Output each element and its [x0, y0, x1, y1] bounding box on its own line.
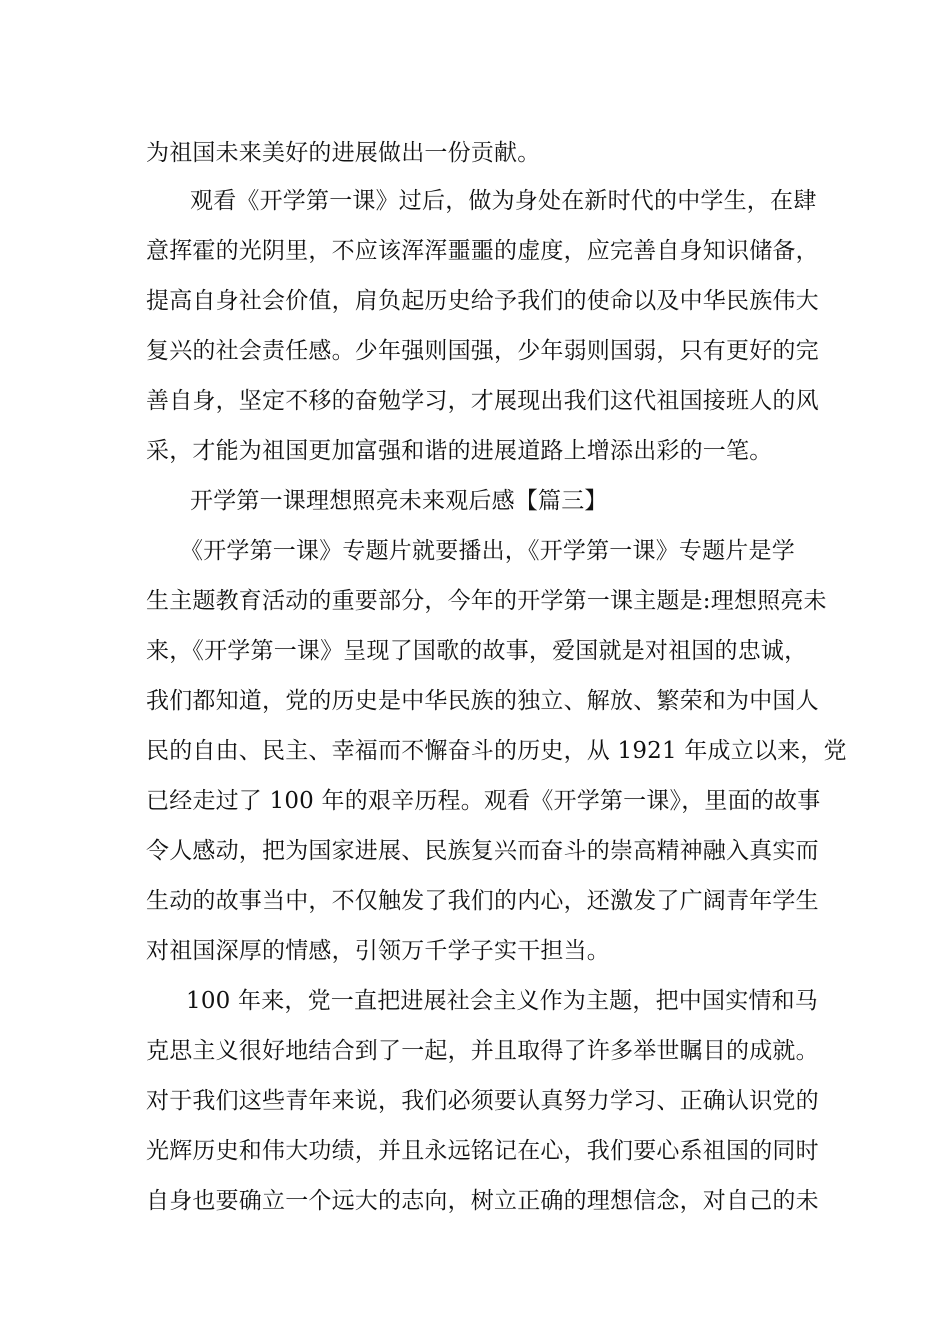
text-line: 已经走过了 100 年的艰辛历程。观看《开学第一课》，里面的故事: [146, 788, 821, 814]
text-line: 提高自身社会价值，肩负起历史给予我们的使命以及中华民族伟大: [146, 288, 819, 314]
text-line: 生动的故事当中，不仅触发了我们的内心，还激发了广阔青年学生: [146, 888, 819, 914]
section-heading: 开学第一课理想照亮未来观后感【篇三】: [190, 488, 608, 514]
text-line: 复兴的社会责任感。少年强则国强，少年弱则国弱，只有更好的完: [146, 338, 819, 364]
text-line: 善自身，坚定不移的奋勉学习，才展现出我们这代祖国接班人的风: [146, 388, 819, 414]
text-line: 自身也要确立一个远大的志向，树立正确的理想信念，对自己的未: [146, 1188, 819, 1214]
text-line: 来，《开学第一课》呈现了国歌的故事，爱国就是对祖国的忠诚，: [146, 638, 808, 664]
text-line: 为祖国未来美好的进展做出一份贡献。: [146, 140, 541, 166]
text-line: 生主题教育活动的重要部分，今年的开学第一课主题是:理想照亮未: [146, 588, 827, 614]
text-line: 令人感动，把为国家进展、民族复兴而奋斗的崇高精神融入真实而: [146, 838, 819, 864]
paragraph-start-line: 《开学第一课》专题片就要播出，《开学第一课》专题片是学: [180, 538, 795, 564]
text-line: 意挥霍的光阴里，不应该浑浑噩噩的虚度，应完善自身知识储备，: [146, 238, 819, 264]
text-line: 克思主义很好地结合到了一起，并且取得了许多举世瞩目的成就。: [146, 1038, 819, 1064]
paragraph-start-line: 100 年来，党一直把进展社会主义作为主题，把中国实情和马: [186, 988, 819, 1014]
text-line: 对祖国深厚的情感，引领万千学子实干担当。: [146, 938, 610, 964]
text-line: 采，才能为祖国更加富强和谐的进展道路上增添出彩的一笔。: [146, 438, 773, 464]
text-line: 光辉历史和伟大功绩，并且永远铭记在心，我们要心系祖国的同时: [146, 1138, 819, 1164]
text-line: 我们都知道，党的历史是中华民族的独立、解放、繁荣和为中国人: [146, 688, 819, 714]
text-line: 民的自由、民主、幸福而不懈奋斗的历史，从 1921 年成立以来，党: [146, 738, 847, 764]
paragraph-start-line: 观看《开学第一课》过后，做为身处在新时代的中学生，在肆: [190, 188, 817, 214]
text-line: 对于我们这些青年来说，我们必须要认真努力学习、正确认识党的: [146, 1088, 819, 1114]
